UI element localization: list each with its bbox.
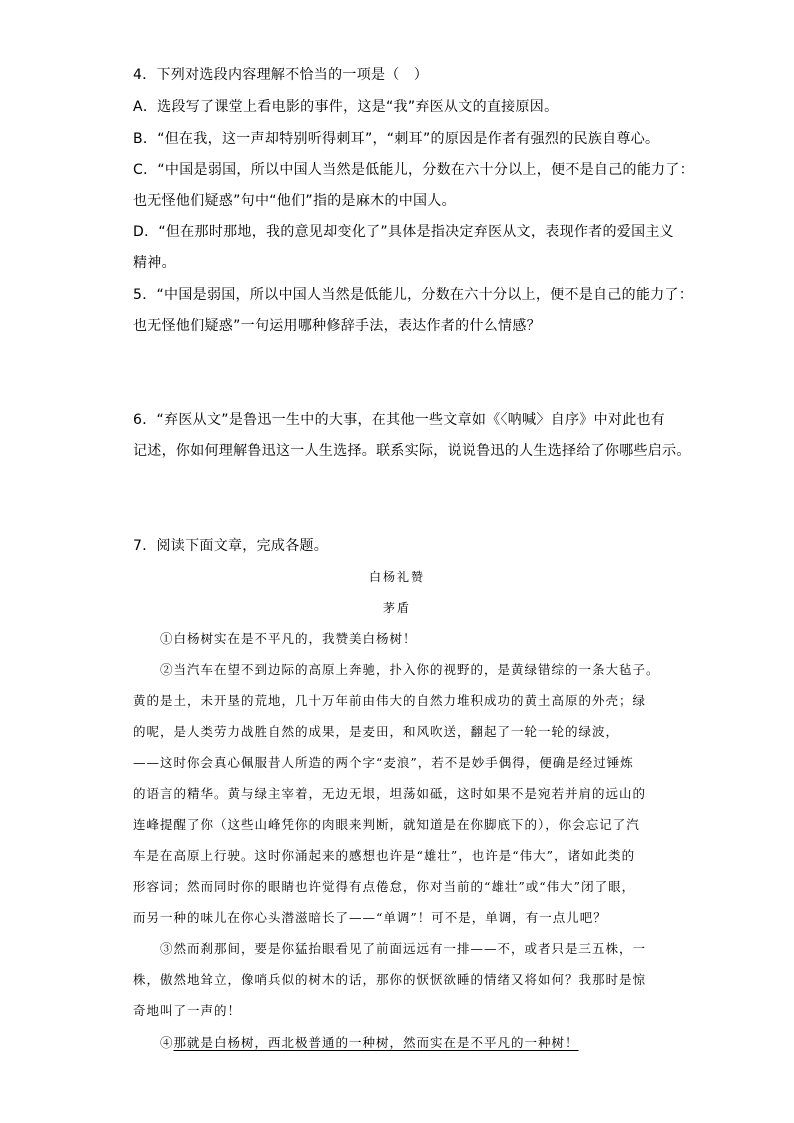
q7-stem: 7．阅读下面文章，完成各题。 [133,538,329,554]
q6-line-1: 6．“弃医从文”是鲁迅一生中的大事，在其他一些文章如《〈呐喊〉自序》中对此也有 [133,412,666,428]
article-p2-line: 的呢，是人类劳力战胜自然的成果，是麦田，和风吹送，翻起了一轮一轮的绿波， [133,724,620,739]
article-p3-line: 奇地叫了一声的！ [133,1003,242,1018]
article-p2-line: 连峰提醒了你（这些山峰凭你的肉眼来判断，就知道是在你脚底下的），你会忘记了汽 [133,817,640,832]
article-paragraph-4 [160,1035,700,1051]
article-title: 白杨礼赞 [368,570,425,584]
article-p2-line: 车是在高原上行驶。这时你涌起来的感想也许是“雄壮”，也许是“伟大”，诸如此类的 [133,848,636,863]
article-p3-line: ③然而刹那间，要是你猛抬眼看见了前面远远有一排——不，或者只是三五株，一 [160,941,647,956]
q6-line-2: 记述，你如何理解鲁迅这一人生选择。联系实际，说说鲁迅的人生选择给了你哪些启示。 [133,443,691,459]
article-p4-prefix: ④ [160,1035,174,1050]
article-p2-line: 的语言的精华。黄与绿主宰着，无边无垠，坦荡如砥，这时如果不是宛若并肩的远山的 [133,786,647,801]
article-p2-line: 黄的是土，未开垦的荒地，几十万年前由伟大的自然力堆积成功的黄土高原的外壳；绿 [133,693,647,708]
q4-stem: 4．下列对选段内容理解不恰当的一项是（ ） [133,67,429,83]
q5-line-2: 也无怪他们疑惑”一句运用哪种修辞手法，表达作者的什么情感？ [133,318,541,334]
article-p2-line: 形容词；然而同时你的眼睛也许觉得有点倦怠，你对当前的“雄壮”或“伟大”闭了眼， [133,879,636,894]
q4-option-d-line-1: D．“但在那时那地，我的意见却变化了”具体是指决定弃医从文，表现作者的爱国主义 [133,224,674,240]
article-p2-line: 而另一种的味儿在你心头潜滋暗长了——“单调”！可不是，单调，有一点儿吧？ [133,910,607,925]
article-p4-underlined-sentence: 那就是白杨树，西北极普通的一种树，然而实在是不平凡的一种树！ [173,1035,579,1050]
article-author: 茅盾 [382,601,411,615]
q4-option-c-line-1: C．“中国是弱国，所以中国人当然是低能儿，分数在六十分以上，便不是自己的能力了： [133,162,695,178]
article-p2-line: ——这时你会真心佩服昔人所造的两个字“麦浪”，若不是妙手偶得，便确是经过锤炼 [133,755,634,770]
article-paragraph-1: ①白杨树实在是不平凡的，我赞美白杨树！ [160,631,417,646]
q4-option-d-line-2: 精神。 [133,255,176,271]
q4-option-b: B．“但在我，这一声却特别听得刺耳”，“刺耳”的原因是作者有强烈的民族自尊心。 [133,131,660,147]
q4-option-c-line-2: 也无怪他们疑惑”句中“他们”指的是麻木的中国人。 [133,193,456,209]
article-p2-line: ②当汽车在望不到边际的高原上奔驰，扑入你的视野的，是黄绿错综的一条大毡子。 [160,662,660,677]
article-p3-line: 株，傲然地耸立，像哨兵似的树木的话，那你的恹恹欲睡的情绪又将如何？我那时是惊 [133,972,647,987]
q4-option-a: A．选段写了课堂上看电影的事件，这是“我”弃医从文的直接原因。 [133,99,559,115]
q5-line-1: 5．“中国是弱国，所以中国人当然是低能儿，分数在六十分以上，便不是自己的能力了： [133,287,694,303]
